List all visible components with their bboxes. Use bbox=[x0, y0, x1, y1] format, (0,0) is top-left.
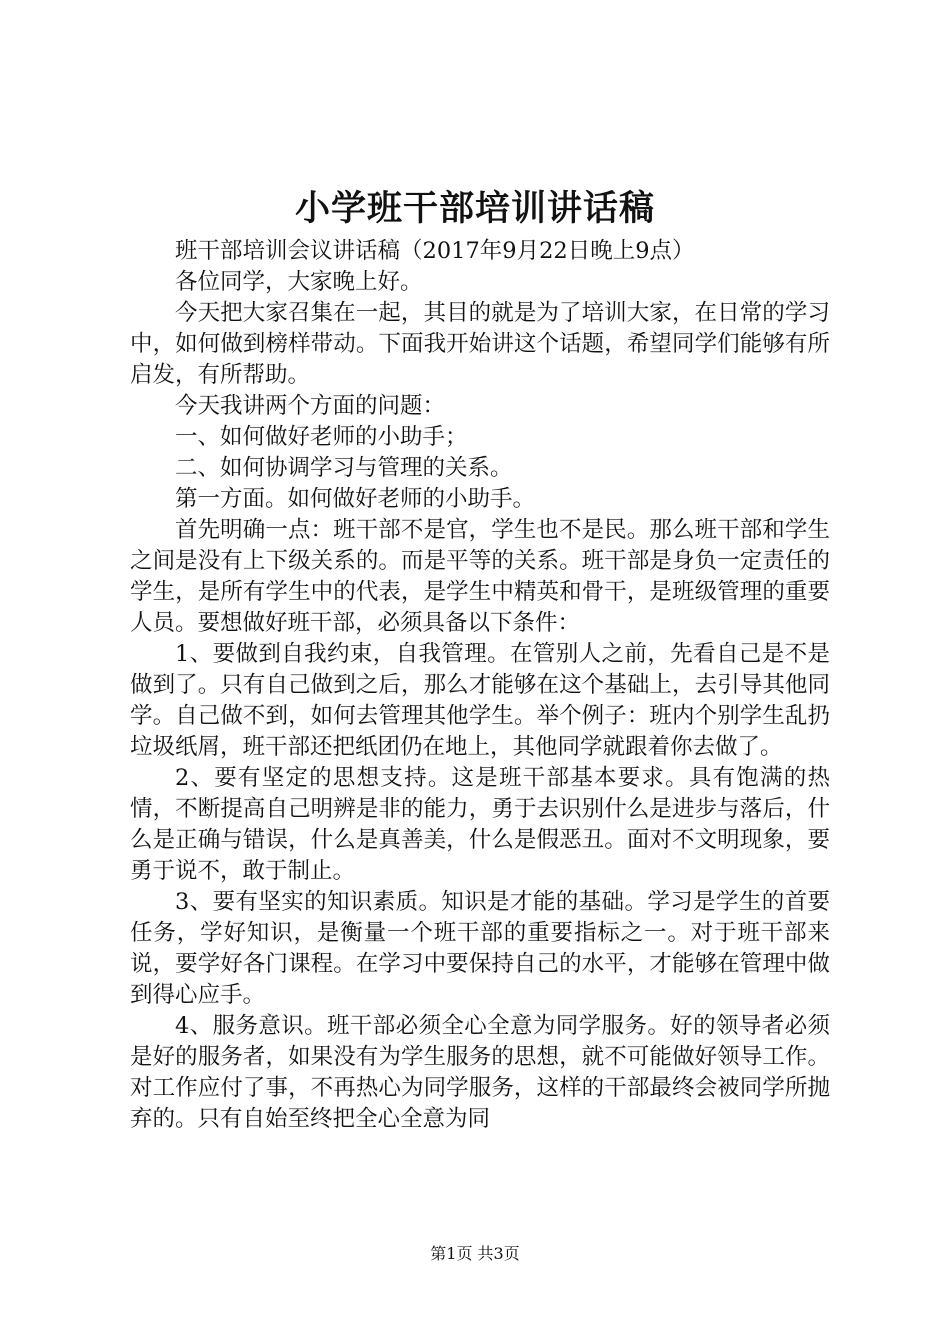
paragraph-point-one: 1、要做到自我约束，自我管理。在管别人之前，先看自己是不是做到了。只有自己做到之后，那么才能够在这个基础上，去引导其他同学。自己做不到，如何去管理其他学生。举个例子：班内个别学生乱扔垃圾纸屑，班干部还把纸团仍在地上，其他同学就跟着你去做了。 bbox=[130, 641, 830, 760]
page-footer: 第1页 共3页 bbox=[430, 1244, 520, 1263]
paragraph-point-two: 2、要有坚定的思想支持。这是班干部基本要求。具有饱满的热情，不断提高自己明辨是非的能力，勇于去识别什么是进步与落后，什么是正确与错误，什么是真善美，什么是假恶丑。面对不文明现象，要勇于说不，敢于制止。 bbox=[130, 765, 830, 884]
paragraph-topic-two: 二、如何协调学习与管理的关系。 bbox=[175, 455, 513, 481]
paragraph-topics-intro: 今天我讲两个方面的问题： bbox=[175, 393, 446, 419]
document-title: 小学班干部培训讲话稿 bbox=[294, 188, 655, 229]
paragraph-greeting: 各位同学，大家晚上好。 bbox=[175, 269, 423, 295]
paragraph-meeting-info: 班干部培训会议讲话稿（2017年9月22日晚上9点） bbox=[175, 238, 695, 264]
paragraph-section-one-heading: 第一方面。如何做好老师的小助手。 bbox=[175, 486, 536, 512]
document-body bbox=[130, 236, 830, 1135]
paragraph-topic-one: 一、如何做好老师的小助手； bbox=[175, 424, 468, 450]
paragraph-point-four: 4、服务意识。班干部必须全心全意为同学服务。好的领导者必须是好的服务者，如果没有为学生服务的思想，就不可能做好领导工作。对工作应付了事，不再热心为同学服务，这样的干部最终会被同学所抛弃的。只有自始至终把全心全意为同 bbox=[130, 1013, 830, 1132]
paragraph-point-three: 3、要有坚实的知识素质。知识是才能的基础。学习是学生的首要任务，学好知识，是衡量一个班干部的重要指标之一。对于班干部来说，要学好各门课程。在学习中要保持自己的水平，才能够在管理中做到得心应手。 bbox=[130, 889, 830, 1008]
paragraph-purpose: 今天把大家召集在一起，其目的就是为了培训大家，在日常的学习中，如何做到榜样带动。下面我开始讲这个话题，希望同学们能够有所启发，有所帮助。 bbox=[130, 300, 830, 388]
paragraph-clarification: 首先明确一点：班干部不是官，学生也不是民。那么班干部和学生之间是没有上下级关系的。而是平等的关系。班干部是身负一定责任的学生，是所有学生中的代表，是学生中精英和骨干，是班级管理的重要人员。要想做好班干部，必须具备以下条件： bbox=[130, 517, 830, 636]
